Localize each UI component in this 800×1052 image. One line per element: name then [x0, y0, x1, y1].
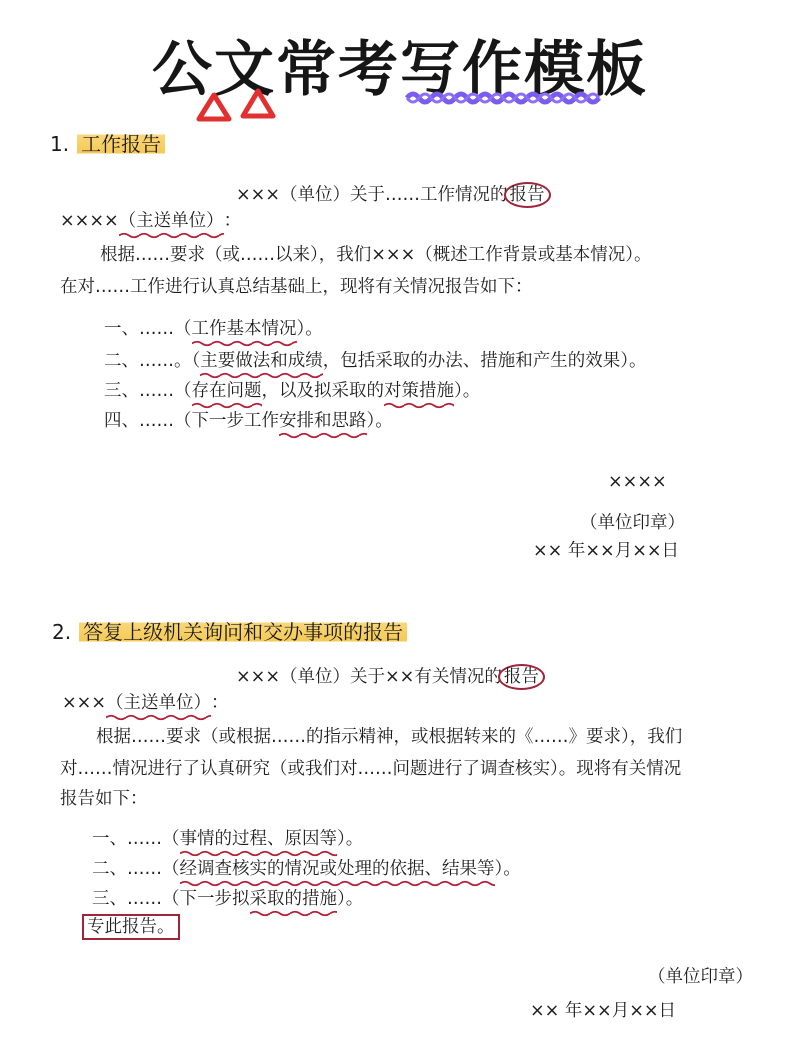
- item-suffix: ，包括采取的办法、措施和产生的效果）。: [322, 351, 647, 371]
- item-underlined: 对策措施: [384, 381, 454, 401]
- list-item: [92, 888, 363, 910]
- list-item: [104, 410, 393, 432]
- body-line-3: 报告如下：: [60, 789, 148, 809]
- item-prefix: 二、……。（: [104, 351, 201, 371]
- red-triangle-icon: [240, 88, 276, 124]
- list-item: [104, 380, 480, 402]
- date-line: ×× 年××月××日: [533, 541, 680, 561]
- item-suffix: ）。: [337, 829, 364, 849]
- item-prefix: 二、……（: [92, 859, 180, 879]
- recipient-placeholder: ×××: [62, 693, 106, 713]
- recipient-underlined: （主送单位）: [118, 211, 224, 231]
- closing-line: [82, 914, 180, 940]
- colon: ：: [211, 693, 229, 713]
- item-suffix: ）。: [296, 319, 323, 339]
- doc-title-text: ×××（单位）关于……工作情况的: [236, 185, 508, 205]
- list-item: [104, 350, 647, 372]
- date-line: ×× 年××月××日: [530, 1001, 677, 1021]
- doc-title-text: ×××（单位）关于××有关情况的: [236, 667, 502, 687]
- list-item: [92, 858, 521, 880]
- item-suffix: ）。: [337, 889, 364, 909]
- red-triangle-icon: [196, 92, 232, 126]
- list-item: [104, 318, 323, 340]
- document-title-line: [236, 182, 551, 208]
- item-underlined: 经调查核实的情况或处理的依据、结果等: [179, 859, 495, 879]
- section-2-heading: [52, 616, 407, 645]
- recipient-line: [62, 692, 229, 714]
- recipient-underlined: （主送单位）: [106, 693, 211, 713]
- item-underlined: 采取的措施: [249, 889, 337, 909]
- circled-keyword: 报告: [504, 182, 551, 208]
- recipient-line: [60, 210, 241, 232]
- body-line-2: 在对……工作进行认真总结基础上，现将有关情况报告如下：: [60, 277, 533, 297]
- title-underline-squiggle: [405, 88, 605, 112]
- item-underlined: 安排和思路: [279, 411, 367, 431]
- section-number: 1.: [50, 132, 70, 156]
- section-1-heading: [50, 128, 165, 157]
- body-line-1: 根据……要求（或……以来），我们×××（概述工作背景或基本情况）。: [100, 245, 652, 265]
- item-suffix: ）。: [494, 859, 521, 879]
- item-prefix: 三、……（: [104, 381, 192, 401]
- item-underlined: 存在问题: [191, 381, 262, 401]
- item-suffix: ）。: [454, 381, 481, 401]
- section-heading-text: 答复上级机关询问和交办事项的报告: [79, 620, 407, 644]
- item-underlined: 主要做法和成绩: [200, 351, 323, 371]
- item-prefix: 四、……（下一步工作: [104, 411, 279, 431]
- item-prefix: 一、……（: [104, 319, 192, 339]
- item-underlined: 工作基本情况: [191, 319, 297, 339]
- list-item: [92, 828, 363, 850]
- section-heading-text: 工作报告: [77, 132, 165, 156]
- page-title: 公文常考写作模板: [152, 35, 648, 105]
- item-underlined: 事情的过程、原因等: [179, 829, 337, 849]
- body-line-2: 对……情况进行了认真研究（或我们对……问题进行了调查核实）。现将有关情况: [60, 759, 682, 779]
- signature: ××××: [608, 472, 667, 492]
- document-title-line: [236, 664, 545, 690]
- colon: ：: [223, 211, 242, 231]
- recipient-placeholder: ××××: [60, 211, 119, 231]
- seal-placeholder: （单位印章）: [648, 967, 753, 987]
- boxed-closing: 专此报告。: [82, 914, 180, 940]
- seal-placeholder: （单位印章）: [580, 513, 685, 533]
- item-suffix: ）。: [366, 411, 393, 431]
- circled-keyword: 报告: [498, 664, 545, 690]
- item-prefix: 三、……（下一步拟: [92, 889, 250, 909]
- body-line-1: 根据……要求（或根据……的指示精神，或根据转来的《……》要求），我们: [96, 727, 683, 747]
- section-number: 2.: [52, 620, 72, 644]
- item-middle: ，以及拟采取的: [261, 381, 384, 401]
- item-prefix: 一、……（: [92, 829, 180, 849]
